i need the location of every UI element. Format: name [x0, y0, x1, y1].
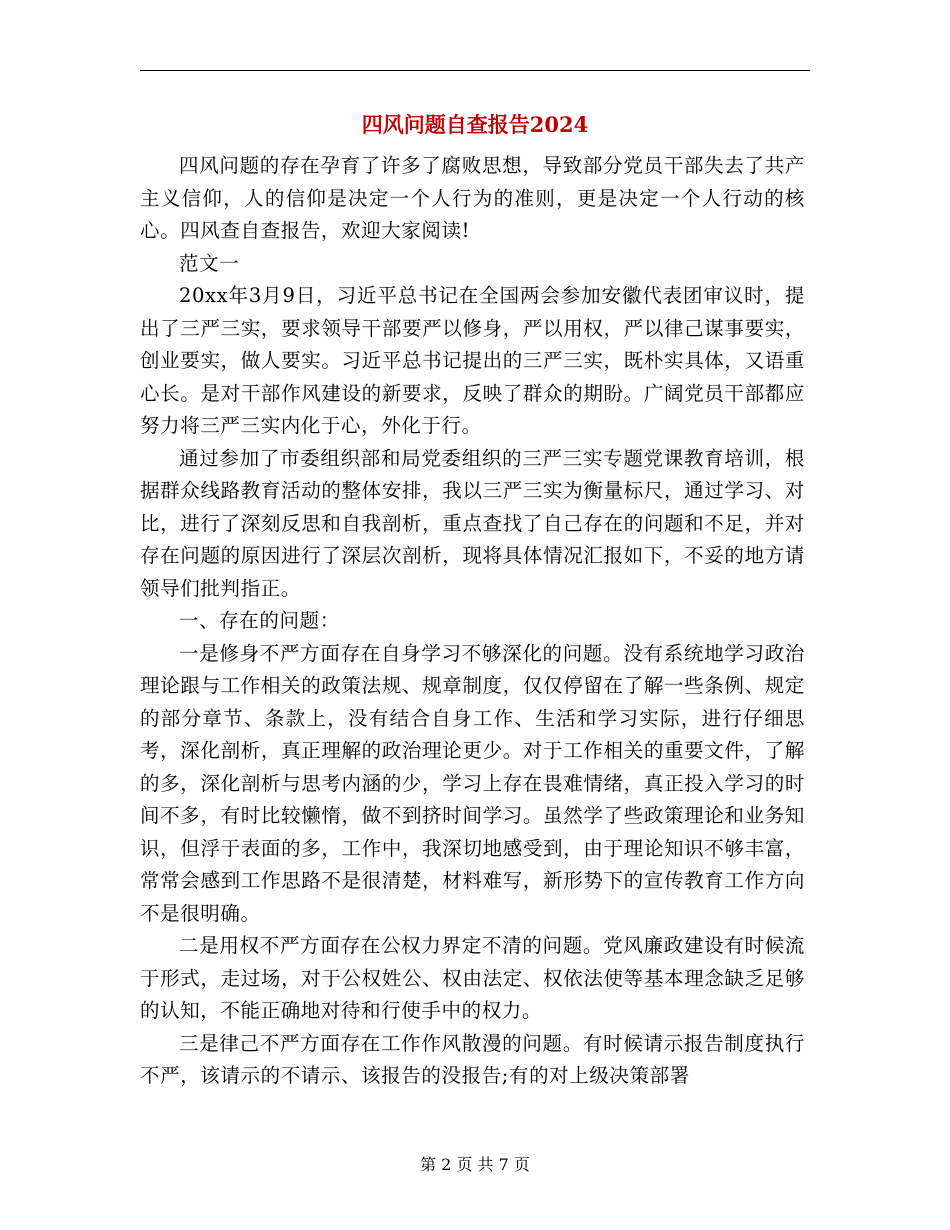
paragraph-intro: 四风问题的存在孕育了许多了腐败思想，导致部分党员干部失去了共产主义信仰，人的信仰是决定一个人行为的准则，更是决定一个人行动的核心。四风查自查报告，欢迎大家阅读! [140, 154, 805, 242]
document-title: 四风问题自查报告2024 [361, 112, 589, 137]
paragraph-background: 20xx年3月9日，习近平总书记在全国两会参加安徽代表团审议时，提出了三严三实，要求领导干部要严以修身，严以用权，严以律己谋事要实，创业要实，做人要实。习近平总书记提出的三严三实，既朴实具体，又语重心长。是对干部作风建设的新要求，反映了群众的期盼。广阔党员干部都应努力将三严三实内化于心，外化于行。 [140, 284, 805, 437]
paragraph-training: 通过参加了市委组织部和局党委组织的三严三实专题党课教育培训，根据群众线路教育活动的整体安排，我以三严三实为衡量标尺，通过学习、对比，进行了深刻反思和自我剖析，重点查找了自己存在的问题和不足，并对存在问题的原因进行了深层次剖析，现将具体情况汇报如下，不妥的地方请领导们批判指正。 [140, 446, 805, 600]
paragraph-issue-two: 二是用权不严方面存在公权力界定不清的问题。党风廉政建设有时候流于形式，走过场，对于公权姓公、权由法定、权依法使等基本理念缺乏足够的认知，不能正确地对待和行使手中的权力。 [140, 934, 805, 1022]
paragraph-issue-three: 三是律己不严方面存在工作作风散漫的问题。有时候请示报告制度执行不严，该请示的不请示、该报告的没报告;有的对上级决策部署 [140, 1031, 805, 1087]
document-body [140, 150, 805, 1093]
paragraph-section-heading: 一、存在的问题： [179, 609, 340, 632]
paragraph-sample-heading: 范文一 [179, 251, 240, 275]
page-number: 第 2 页 共 7 页 [420, 1155, 530, 1174]
header-rule [140, 70, 810, 71]
paragraph-issue-one: 一是修身不严方面存在自身学习不够深化的问题。没有系统地学习政治理论跟与工作相关的政策法规、规章制度，仅仅停留在了解一些条例、规定的部分章节、条款上，没有结合自身工作、生活和学习实际，进行仔细思考，深化剖析，真正理解的政治理论更少。对于工作相关的重要文件，了解的多，深化剖析与思考内涵的少，学习上存在畏难情绪，真正投入学习的时间不多，有时比较懒惰，做不到挤时间学习。虽然学了些政策理论和业务知识，但浮于表面的多，工作中，我深切地感受到，由于理论知识不够丰富，常常会感到工作思路不是很清楚，材料难写，新形势下的宣传教育工作方向不是很明确。 [140, 641, 805, 925]
